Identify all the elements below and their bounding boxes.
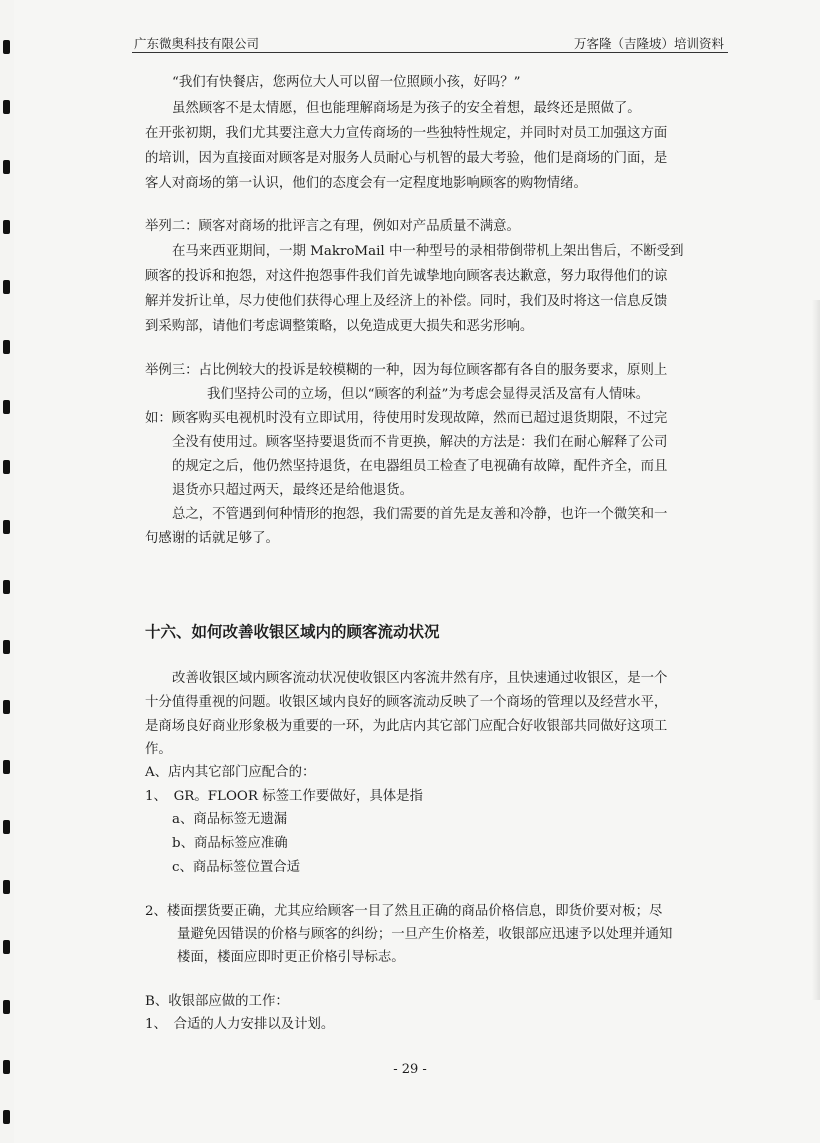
list-item: a、商品标签无遗漏: [172, 812, 288, 827]
list-item: c、商品标签位置合适: [172, 860, 301, 875]
body-line: 是商场良好商业形象极为重要的一环，为此店内其它部门应配合好收银部共同做好这项工: [145, 719, 668, 734]
binding-hole: [3, 880, 10, 894]
page-edge-shadow: [812, 300, 820, 1000]
binding-hole: [3, 760, 10, 774]
body-line: 我们坚持公司的立场，但以“顾客的利益”为考虑会显得灵活及富有人情味。: [207, 387, 650, 402]
body-line: 如：顾客购买电视机时没有立即试用，待使用时发现故障，然而已超过退货期限，不过完: [145, 411, 668, 426]
body-line: 量避免因错误的价格与顾客的纠纷；一旦产生价格差，收银部应迅速予以处理并通知: [177, 927, 673, 942]
body-line: 作。: [145, 742, 172, 757]
binding-hole: [3, 220, 10, 234]
binding-hole: [3, 40, 10, 54]
body-line: 到采购部，请他们考虑调整策略，以免造成更大损失和恶劣形响。: [145, 319, 534, 334]
body-line: 的培训，因为直接面对顾客是对服务人员耐心与机智的最大考验，他们是商场的门面，是: [145, 151, 668, 166]
binding-hole: [3, 280, 10, 294]
binding-hole: [3, 340, 10, 354]
body-line: 在开张初期，我们尤其要注意大力宣传商场的一些独特性规定，并同时对员工加强这方面: [145, 126, 668, 141]
page-header: [132, 30, 728, 53]
binding-hole: [3, 700, 10, 714]
subsection-label: A、店内其它部门应配合的：: [145, 765, 316, 780]
numbered-item: 2、楼面摆货要正确，尤其应给顾客一目了然且正确的商品价格信息，即货价要对板；尽: [145, 904, 663, 919]
header-company: 广东微奥科技有限公司: [134, 36, 260, 51]
body-line: 顾客的投诉和抱怨，对这件抱怨事件我们首先诚挚地向顾客表达歉意，努力取得他们的谅: [145, 269, 668, 284]
body-line: 退货亦只超过两天，最终还是给他退货。: [172, 483, 414, 498]
body-line: 客人对商场的第一认识，他们的态度会有一定程度地影响顾客的购物情绪。: [145, 176, 587, 191]
body-line: 在马来西亚期间，一期 MakroMail 中一种型号的录相带倒带机上架出售后，不断受到: [172, 244, 684, 259]
body-line: 虽然顾客不是太情愿，但也能理解商场是为孩子的安全着想，最终还是照做了。: [172, 101, 641, 116]
list-item: b、商品标签应准确: [172, 836, 288, 851]
page-number: - 29 -: [393, 1062, 427, 1077]
body-line: 总之，不管遇到何种情形的抱怨，我们需要的首先是友善和冷静，也许一个微笑和一: [172, 507, 668, 522]
subsection-label: B、收银部应做的工作：: [145, 994, 289, 1009]
binding-hole: [3, 1000, 10, 1014]
body-line: 句感谢的话就足够了。: [145, 531, 279, 546]
binding-hole: [3, 400, 10, 414]
body-line: “我们有快餐店，您两位大人可以留一位照顾小孩，好吗？”: [172, 75, 521, 90]
example-heading: 举列二：顾客对商场的批评言之有理，例如对产品质量不满意。: [145, 219, 520, 234]
binding-hole: [3, 820, 10, 834]
binding-hole: [3, 580, 10, 594]
binding-hole: [3, 940, 10, 954]
binding-hole: [3, 460, 10, 474]
body-line: 解并发折让单，尽力使他们获得心理上及经济上的补偿。同时，我们及时将这一信息反馈: [145, 294, 668, 309]
document-page: [14, 0, 820, 1143]
body-line: 楼面，楼面应即时更正价格引导标志。: [177, 950, 405, 965]
numbered-item: 1、 合适的人力安排以及计划。: [145, 1017, 335, 1032]
body-line: 十分值得重视的问题。收银区域内良好的顾客流动反映了一个商场的管理以及经营水平，: [145, 695, 668, 710]
binding-hole: [3, 1110, 10, 1124]
body-line: 的规定之后，他仍然坚持退货，在电器组员工检查了电视确有故障，配件齐全，而且: [172, 459, 668, 474]
numbered-item: 1、 GR。FLOOR 标签工作要做好，具体是指: [145, 789, 423, 804]
header-doc-title: 万客隆（吉隆坡）培训资料: [573, 36, 724, 51]
binding-hole: [3, 100, 10, 114]
section-heading: 十六、如何改善收银区域内的顾客流动状况: [145, 622, 440, 641]
binding-hole: [3, 160, 10, 174]
body-line: 全没有使用过。顾客坚持要退货而不肯更换，解决的方法是：我们在耐心解释了公司: [172, 435, 668, 450]
binding-hole: [3, 640, 10, 654]
binding-edge: [0, 0, 14, 1143]
body-line: 改善收银区域内顾客流动状况使收银区内客流井然有序，且快速通过收银区，是一个: [172, 671, 668, 686]
binding-hole: [3, 520, 10, 534]
example-heading: 举例三：占比例较大的投诉是较模糊的一种，因为每位顾客都有各自的服务要求，原则上: [145, 363, 668, 378]
